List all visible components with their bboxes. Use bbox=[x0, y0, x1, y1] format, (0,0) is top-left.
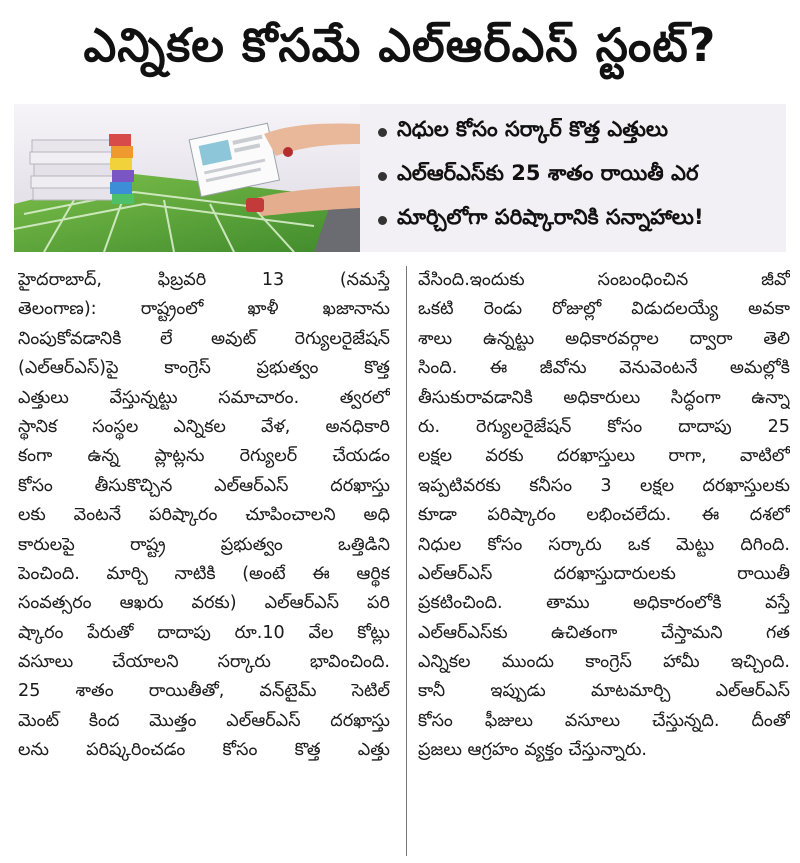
article-column-right bbox=[418, 266, 790, 856]
column-divider bbox=[406, 266, 407, 856]
highlight-text: ఎల్‌ఆర్‌ఎస్‌కు 25 శాతం రాయితీ ఎర bbox=[397, 161, 699, 185]
article-line: కూడా పరిష్కారం లభించలేదు. ఈ దశలో bbox=[418, 505, 790, 526]
news-photo bbox=[14, 104, 360, 252]
article-line: కారులపై రాష్ట్ర ప్రభుత్వం ఒత్తిడిని bbox=[18, 534, 390, 555]
highlight-item bbox=[378, 154, 782, 198]
article-body bbox=[18, 266, 788, 856]
article-line: నిధుల కోసం సర్కారు ఒక మెట్టు దిగింది. bbox=[418, 534, 790, 555]
article-line: లను పరిష్కరించడం కోసం కొత్త ఎత్తు bbox=[18, 740, 390, 761]
article-line: ప్రకటించింది. తాము అధికారంలోకి వస్తే bbox=[418, 593, 790, 614]
article-line: ఒకటి రెండు రోజుల్లో విడుదలయ్యే అవకా bbox=[418, 299, 790, 320]
article-line: కోసం ఫీజులు వసూలు చేస్తున్నది. దీంతో bbox=[418, 710, 790, 731]
article-line: కానీ ఇప్పుడు మాటమార్చి ఎల్‌ఆర్‌ఎస్ bbox=[418, 681, 790, 702]
bullet-icon bbox=[378, 172, 387, 181]
article-line: 25 శాతం రాయితీతో, వన్‌టైమ్ సెటిల్ bbox=[18, 681, 390, 702]
article-line: ప్రజలు ఆగ్రహం వ్యక్తం చేస్తున్నారు. bbox=[418, 740, 648, 761]
article-line: ఎత్తులు వేస్తున్నట్టు సమాచారం. త్వరలో bbox=[18, 387, 390, 408]
article-line: హైదరాబాద్, ఫిబ్రవరి 13 (నమస్తే bbox=[18, 270, 390, 290]
article-line: కంగా ఉన్న ప్లాట్లను రెగ్యులర్ చేయడం bbox=[18, 446, 390, 467]
article-line: రు. రెగ్యులరైజేషన్ కోసం దాదాపు 25 bbox=[418, 416, 790, 437]
article-line: తెలంగాణ): రాష్ట్రంలో ఖాళీ ఖజానాను bbox=[18, 299, 390, 320]
bullet-icon bbox=[378, 128, 387, 137]
article-line: సంవత్సరం ఆఖరు వరకు) ఎల్‌ఆర్‌ఎస్ పరి bbox=[18, 593, 390, 614]
article-line: సింది. ఈ జీవోను వెనువెంటనే అమల్లోకి bbox=[418, 358, 790, 379]
highlight-text: మార్చిలోగా పరిష్కారానికి సన్నాహాలు! bbox=[397, 205, 704, 229]
article-line: ఇప్పటివరకు కనీసం 3 లక్షల దరఖాస్తులకు bbox=[418, 475, 790, 496]
hero-banner bbox=[14, 104, 786, 252]
article-line: తీసుకురావడానికి అధికారులు సిద్ధంగా ఉన్నా bbox=[418, 387, 790, 408]
article-line: నింపుకోవడానికి లే అవుట్ రెగ్యులరైజేషన్ bbox=[18, 328, 390, 349]
article-line: ష్కారం పేరుతో దాదాపు రూ.10 వేల కోట్లు bbox=[18, 622, 390, 643]
highlights-list bbox=[378, 110, 782, 242]
article-line: పెంచింది. మార్చి నాటికి (అంటే ఈ ఆర్థిక bbox=[18, 563, 390, 584]
bullet-icon bbox=[378, 216, 387, 225]
article-line: స్థానిక సంస్థల ఎన్నికల వేళ, అనధికారి bbox=[18, 416, 390, 437]
highlight-item bbox=[378, 198, 782, 242]
article-line: వసూలు చేయాలని సర్కారు భావించింది. bbox=[18, 652, 390, 673]
land-documents-illustration bbox=[14, 104, 360, 252]
article-line: మెంట్ కింద మొత్తం ఎల్‌ఆర్‌ఎస్ దరఖాస్తు bbox=[18, 710, 390, 731]
article-line: ఎల్‌ఆర్‌ఎస్‌కు ఉచితంగా చేస్తామని గత bbox=[418, 622, 790, 643]
article-line: వేసింది.ఇందుకు సంబంధించిన జీవో bbox=[418, 270, 790, 290]
article-line: (ఎల్‌ఆర్‌ఎస్)పై కాంగ్రెస్ ప్రభుత్వం కొత్త bbox=[18, 358, 390, 379]
article-line: లకు వెంటనే పరిష్కారం చూపించాలని అధి bbox=[18, 505, 390, 526]
headline: ఎన్నికల కోసమే ఎల్‌ఆర్‌ఎస్ స్టంట్? bbox=[83, 18, 717, 72]
article-line: ఎల్‌ఆర్‌ఎస్ దరఖాస్తుదారులకు రాయితీ bbox=[418, 563, 790, 584]
article-line: శాలు ఉన్నట్టు అధికారవర్గాల ద్వారా తెలి bbox=[418, 328, 790, 349]
article-line: ఎన్నికల ముందు కాంగ్రెస్ హామీ ఇచ్చింది. bbox=[418, 652, 790, 673]
highlight-text: నిధుల కోసం సర్కార్ కొత్త ఎత్తులు bbox=[397, 117, 669, 141]
article-line: లక్షల వరకు దరఖాస్తులు రాగా, వాటిలో bbox=[418, 446, 790, 467]
article-column-left bbox=[18, 266, 390, 856]
article-line: కోసం తీసుకొచ్చిన ఎల్‌ఆర్‌ఎస్ దరఖాస్తు bbox=[18, 475, 390, 496]
highlight-item bbox=[378, 110, 782, 154]
